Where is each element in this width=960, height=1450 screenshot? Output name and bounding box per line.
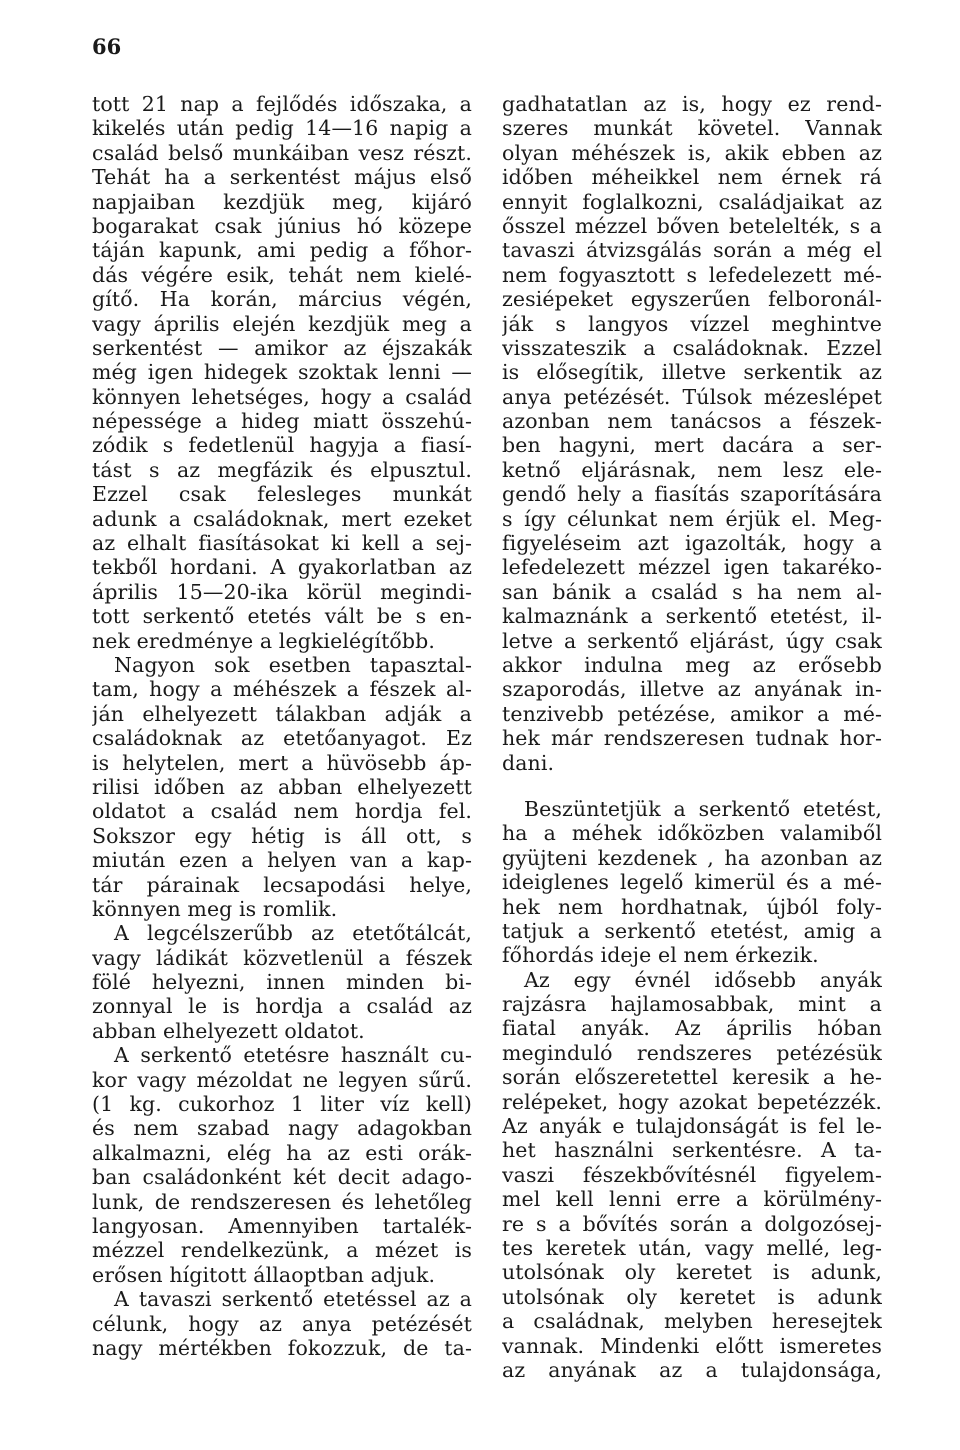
text-line: miután ezen a helyen van a kap-	[92, 848, 472, 873]
text-line: ben hagyni, mert dacára a ser-	[502, 433, 882, 458]
text-line: tott 21 nap a fejlődés időszaka, a	[92, 92, 472, 116]
text-line: ják s langyos vízzel meghintve	[502, 311, 882, 336]
text-line: során előszeretettel keresik a he-	[502, 1065, 882, 1090]
text-line: és nem szabad nagy adagokban	[92, 1116, 472, 1141]
text-line: relépeket, hogy azokat bepetézzék.	[502, 1089, 882, 1114]
text-line: célunk, hogy az anya petézését	[92, 1311, 472, 1336]
text-line: könnyen lehetséges, hogy a család	[92, 384, 472, 409]
text-line: utolsónak oly keretet is adunk	[502, 1284, 882, 1309]
text-line: táján kapunk, ami pedig a főhor-	[92, 238, 472, 263]
text-line: s így célunkat nem érjük el. Meg-	[502, 506, 882, 531]
text-line	[502, 775, 882, 797]
text-line: serkentést — amikor az éjszakák	[92, 335, 472, 360]
text-line: olyan méhészek is, akik ebben az	[502, 140, 882, 165]
text-line: vagy április elején kezdjük meg a	[92, 311, 472, 336]
text-line: napjaiban kezdjük meg, kijáró	[92, 189, 472, 214]
text-line: ketnő eljárásnak, nem lesz ele-	[502, 457, 882, 482]
text-line: Nagyon sok esetben tapasztal-	[114, 652, 472, 677]
text-line: vagy ládikát közvetlenül a fészek	[92, 945, 472, 970]
text-line: az anyának az a tulajdonsága,	[502, 1357, 882, 1382]
text-line: tár párainak lecsapodási helye,	[92, 872, 472, 897]
text-line: letve a serkentő eljárást, úgy csak	[502, 628, 882, 653]
text-line: ban családonként két decit adago-	[92, 1165, 472, 1190]
text-line: nem fogyasztott s lefedelezett mé-	[502, 262, 882, 287]
text-line: azonban nem tanácsos a fészek-	[502, 409, 882, 434]
text-line: hek nem hordhatnak, újból foly-	[502, 894, 882, 919]
text-line: alkalmazni, elég ha az esti orák-	[92, 1140, 472, 1165]
text-line: Tehát ha a serkentést május első	[92, 165, 472, 190]
text-line: népessége a hideg miatt összehú-	[92, 409, 472, 434]
right-text-column	[502, 92, 882, 1382]
text-line: akkor indulna meg az erősebb	[502, 652, 882, 677]
text-line: tenzivebb petézése, amikor a mé-	[502, 701, 882, 726]
text-line: lunk, de rendszeresen és lehetőleg	[92, 1189, 472, 1214]
text-line: családoknak az etetőanyagot. Ez	[92, 726, 472, 751]
text-line: gítő. Ha korán, március végén,	[92, 287, 472, 312]
text-line: még igen hidegek szoktak lenni —	[92, 360, 472, 385]
text-line: tekből hordani. A gyakorlatban az	[92, 555, 472, 580]
text-line: szaporodás, illetve az anyának in-	[502, 677, 882, 702]
text-line: ján elhelyezett tálakban adják a	[92, 701, 472, 726]
text-line: dani.	[502, 750, 555, 775]
text-line: visszateszik a családoknak. Ezzel	[502, 335, 882, 360]
text-line: mézzel rendelkezünk, a mézet is	[92, 1238, 472, 1263]
text-line: zesiépeket egyszerűen felboronál-	[502, 287, 882, 312]
text-line: bogarakat csak június hó közepe	[92, 213, 472, 238]
text-line: család belső munkáiban vesz részt.	[92, 140, 472, 165]
text-line: oldatot a család nem hordja fel.	[92, 799, 472, 824]
text-line: Az anyák e tulajdonságát is fel le-	[502, 1114, 882, 1139]
text-line: anya petézését. Túlsok mézeslépet	[502, 384, 882, 409]
text-line: főhordás ideje el nem érkezik.	[502, 943, 819, 968]
left-text-column	[92, 92, 472, 1360]
text-line: Az egy évnél idősebb anyák	[524, 967, 882, 992]
text-line: április 15—20-ika körül megindi-	[92, 579, 472, 604]
text-line: het használni serkentésre. A ta-	[502, 1138, 882, 1163]
text-line: A legcélszerűbb az etetőtálcát,	[114, 921, 472, 946]
text-line: adunk a családoknak, mert ezeket	[92, 506, 472, 531]
text-line: tatjuk a serkentő etetést, amig a	[502, 918, 882, 943]
text-line: tam, hogy a méhészek a fészek al-	[92, 677, 472, 702]
text-line: Sokszor egy hétig is áll ott, s	[92, 823, 472, 848]
text-line: ősszel mézzel bőven betelelték, s a	[502, 213, 882, 238]
text-line: san bánik a család s ha nem al-	[502, 579, 882, 604]
text-line: fölé helyezni, innen minden bi-	[92, 970, 472, 995]
text-line: kalmaznánk a serkentő etetést, il-	[502, 604, 882, 629]
text-line: időben méheikkel nem érnek rá	[502, 165, 882, 190]
text-line: kikelés után pedig 14—16 napig a	[92, 116, 472, 141]
text-line: az elhalt fiasításokat ki kell a sej-	[92, 531, 472, 556]
text-line: rajzásra hajlamosabbak, mint a	[502, 992, 882, 1017]
text-line: gadhatatlan az is, hogy ez rend-	[502, 92, 882, 116]
text-line: a családnak, melyben heresejtek	[502, 1309, 882, 1334]
page-number: 66	[92, 34, 122, 59]
text-line: könnyen meg is romlik.	[92, 896, 338, 921]
text-line: erősen hígitott állaoptban adjuk.	[92, 1262, 436, 1287]
text-line: kor vagy mézoldat ne legyen sűrű.	[92, 1067, 472, 1092]
text-line: A tavaszi serkentő etetéssel az a	[114, 1287, 472, 1312]
text-line: abban elhelyezett oldatot.	[92, 1018, 365, 1043]
text-line: ideiglenes legelő kimerül és a mé-	[502, 870, 882, 895]
text-line: re s a bővítés során a dolgozósej-	[502, 1211, 882, 1236]
text-line: tást s az megfázik és elpusztul.	[92, 457, 472, 482]
text-line: nek eredménye a legkielégítőbb.	[92, 628, 435, 653]
text-line: figyeléseim azt igazolták, hogy a	[502, 531, 882, 556]
text-line: zódik s fedetlenül hagyja a fiasí-	[92, 433, 472, 458]
text-line: Beszüntetjük a serkentő etetést,	[524, 796, 882, 821]
text-line: tavaszi átvizsgálás során a még el	[502, 238, 882, 263]
text-line: szeres munkát követel. Vannak	[502, 116, 882, 141]
text-line: is elősegítik, illetve serkentik az	[502, 360, 882, 385]
text-line: nagy mértékben fokozzuk, de ta-	[92, 1335, 472, 1360]
text-line: is helytelen, mert a hüvösebb áp-	[92, 750, 472, 775]
text-line: (1 kg. cukorhoz 1 liter víz kell)	[92, 1092, 472, 1117]
text-line: langyosan. Amennyiben tartalék-	[92, 1213, 472, 1238]
text-line: vannak. Mindenki előtt ismeretes	[502, 1333, 882, 1358]
text-line: tott serkentő etetés vált be s en-	[92, 604, 472, 629]
text-line: vaszi fészekbővítésnél figyelem-	[502, 1162, 882, 1187]
text-line: tes keretek után, vagy mellé, leg-	[502, 1235, 882, 1260]
text-line: A serkentő etetésre használt cu-	[114, 1043, 472, 1068]
text-line: meginduló rendszeres petézésük	[502, 1040, 882, 1065]
text-line: gyüjteni kezdenek , ha azonban az	[502, 845, 882, 870]
text-line: mel kell lenni erre a körülmény-	[502, 1187, 882, 1212]
text-line: dás végére esik, tehát nem kielé-	[92, 262, 472, 287]
text-line: rilisi időben az abban elhelyezett	[92, 774, 472, 799]
text-line: ha a méhek időközben valamiből	[502, 821, 882, 846]
text-line: hek már rendszeresen tudnak hor-	[502, 726, 882, 751]
text-line: gendő hely a fiasítás szaporítására	[502, 482, 882, 507]
text-line: lefedelezett mézzel igen takarékо-	[502, 555, 882, 580]
text-line: ennyit foglalkozni, családjaikat az	[502, 189, 882, 214]
text-line: Ezzel csak felesleges munkát	[92, 482, 472, 507]
text-line: utolsónak oly keretet is adunk,	[502, 1260, 882, 1285]
text-line: zonnyal le is hordja a család az	[92, 994, 472, 1019]
text-line: fiatal anyák. Az április hóban	[502, 1016, 882, 1041]
